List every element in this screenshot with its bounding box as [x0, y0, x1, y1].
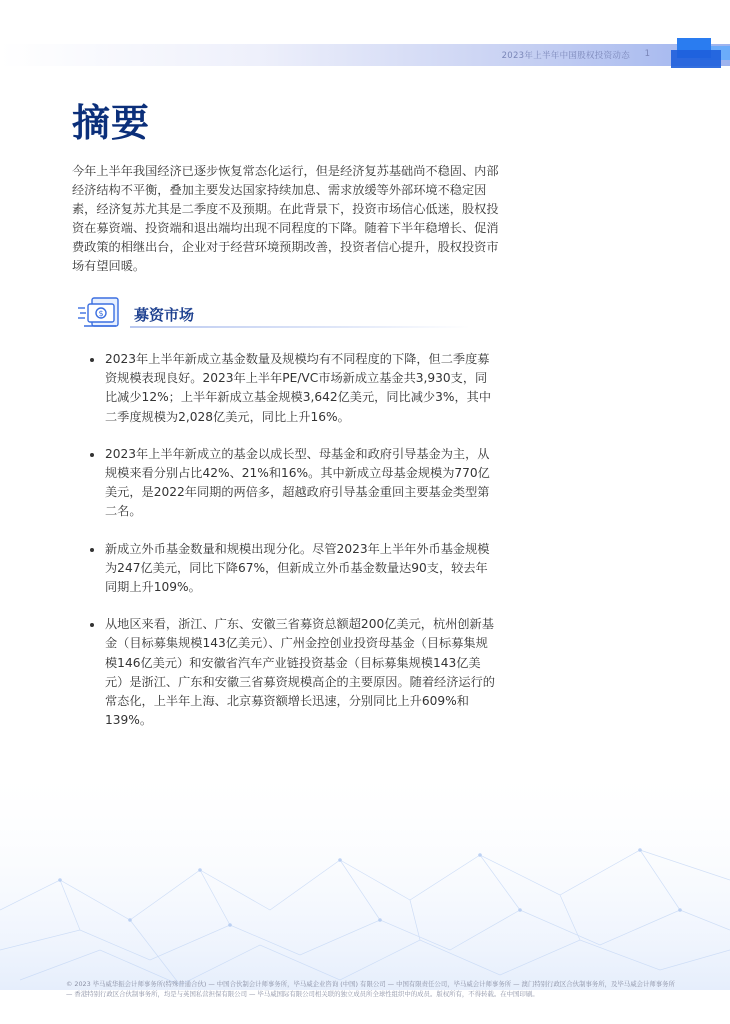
list-item [90, 540, 495, 598]
bullet-dot [90, 358, 94, 362]
money-document-icon [78, 295, 124, 331]
list-item [90, 350, 495, 427]
bullet-text: 从地区来看，浙江、广东、安徽三省募资总额超200亿美元，杭州创新基金（目标募集规模143亿美元）、广州金控创业投资母基金（目标募集规模146亿美元）和安徽省汽车产业链投资基金（目标募集规模143亿美元）是浙江、广东和安徽三省募资规模高企的主要原因。随着经济运行的常态化，上半年上海、北京募资额增长迅速，分别同比上升609%和139%。 [105, 617, 495, 728]
page-title: 摘要 [72, 101, 151, 145]
section-underline [130, 326, 470, 328]
bullet-dot [90, 453, 94, 457]
footer-copyright: © 2023 毕马威华振会计师事务所(特殊普通合伙) — 中国合伙制会计师事务所，毕马威企业咨询 (中国) 有限公司 — 中国有限责任公司，毕马威会计师事务所 — 澳门特别行政区合伙制事务所，及毕马威会计师事务所 — 香港特别行政区合伙制事务所，均是与英国私营担保有限公司 — 毕马威国际有限公司相关联的独立成员所全球性组织中的成员。版权所有，不得转载。在中国印刷。 [66, 980, 675, 998]
network-background-decoration [0, 760, 730, 990]
bullet-text: 2023年上半年新成立基金数量及规模均有不同程度的下降，但二季度募资规模表现良好。2023年上半年PE/VC市场新成立基金共3,930支，同比减少12%；上半年新成立基金规模3,642亿美元，同比减少3%，其中二季度规模为2,028亿美元，同比上升16%。 [105, 352, 492, 424]
bullet-dot [90, 623, 94, 627]
section-header [78, 295, 473, 333]
intro-paragraph: 今年上半年我国经济已逐步恢复常态化运行，但是经济复苏基础尚不稳固、内部经济结构不平衡，叠加主要发达国家持续加息、需求放缓等外部环境不稳定因素，经济复苏尤其是二季度不及预期。在此背景下，投资市场信心低迷，股权投资在募资端、投资端和退出端均出现不同程度的下降。随着下半年稳增长、促消费政策的相继出台，企业对于经营环境预期改善，投资者信心提升，股权投资市场有望回暖。 [72, 164, 499, 273]
list-item [90, 615, 495, 730]
bullet-text: 新成立外币基金数量和规模出现分化。尽管2023年上半年外币基金规模为247亿美元，同比下降67%，但新成立外币基金数量达90支，较去年同期上升109%。 [105, 541, 490, 595]
running-title: 2023年上半年中国股权投资动态 [501, 51, 630, 61]
bullet-list [90, 350, 495, 748]
header-decoration [671, 50, 721, 68]
list-item [90, 445, 495, 522]
section-title: 募资市场 [134, 306, 195, 324]
bullet-dot [90, 548, 94, 552]
svg-text:$: $ [98, 309, 104, 318]
page-number: 1 [644, 49, 650, 59]
bullet-text: 2023年上半年新成立的基金以成长型、母基金和政府引导基金为主，从规模来看分别占比42%、21%和16%。其中新成立母基金规模为770亿美元，是2022年同期的两倍多，超越政府引导基金重回主要基金类型第二名。 [105, 446, 490, 519]
